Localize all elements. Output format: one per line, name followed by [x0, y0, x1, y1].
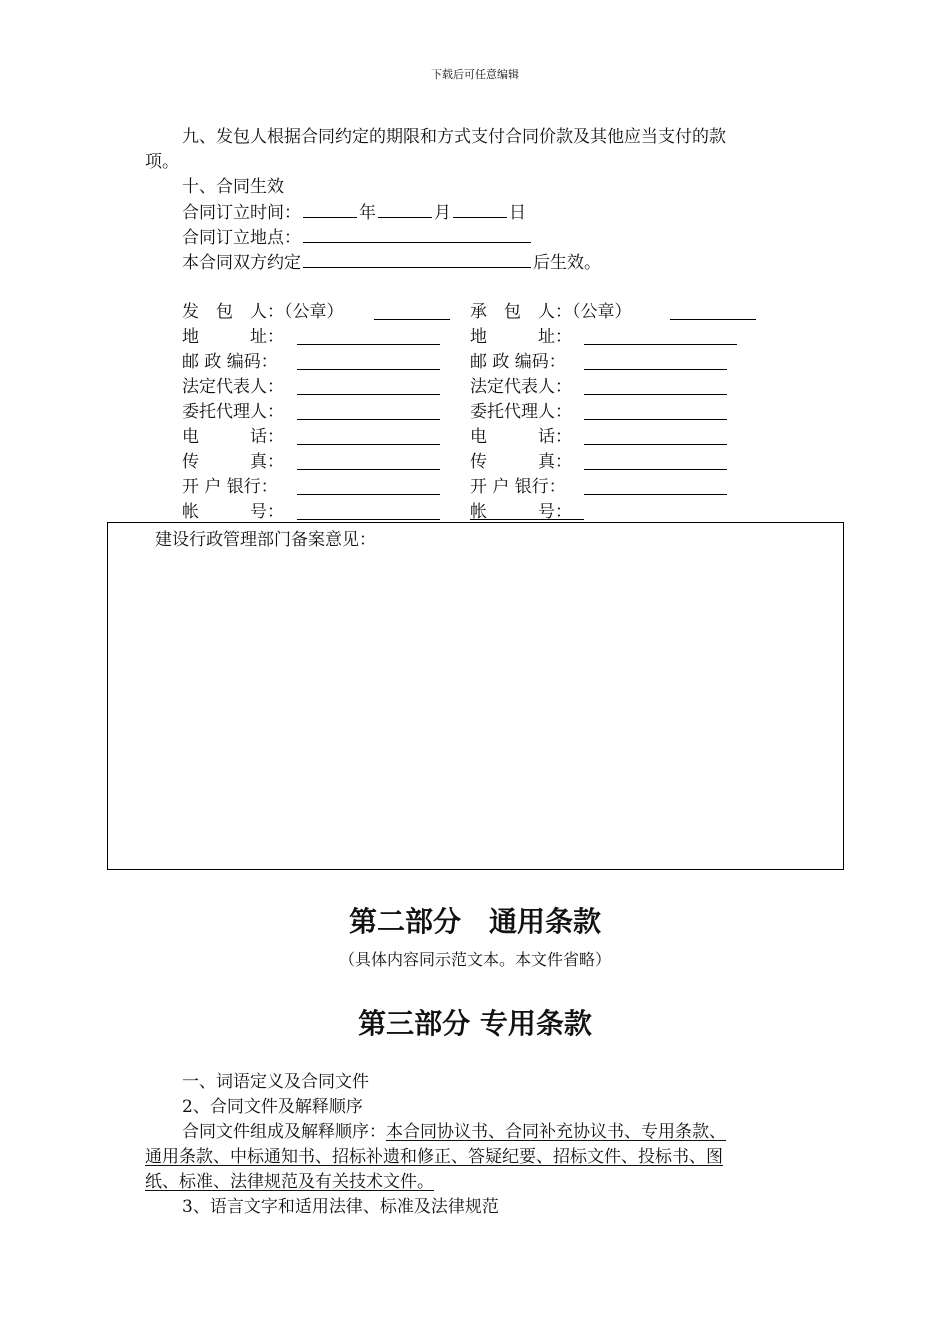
contractor-legal-rep-field[interactable] [584, 394, 727, 395]
employer-account-label: 帐 号： [182, 502, 284, 522]
month-field[interactable] [378, 201, 432, 218]
contractor-fax-field[interactable] [584, 469, 727, 470]
clause-10-title: 十、合同生效 [182, 177, 284, 197]
month-label: 月 [434, 203, 451, 223]
part3-title: 第三部分 专用条款 [358, 1007, 592, 1040]
sign-place-row [182, 226, 533, 249]
docs-order-label: 合同文件组成及解释顺序： [182, 1122, 386, 1142]
year-field[interactable] [303, 201, 357, 218]
sign-time-label: 合同订立时间： [182, 203, 301, 223]
contractor-agent-field[interactable] [584, 419, 727, 420]
employer-phone-label: 电 话： [182, 427, 284, 447]
filing-opinion-label: 建设行政管理部门备案意见： [155, 530, 376, 550]
contractor-fax-label: 传 真： [470, 452, 572, 472]
contractor-legal-rep-label: 法定代表人： [470, 377, 572, 397]
employer-fax-label: 传 真： [182, 452, 284, 472]
contractor-phone-field[interactable] [584, 444, 727, 445]
employer-address-field[interactable] [297, 344, 440, 345]
employer-legal-rep-label: 法定代表人： [182, 377, 284, 397]
clause-9-line1: 九、发包人根据合同约定的期限和方式支付合同价款及其他应当支付的款 [182, 127, 726, 147]
section-1-2-title: 2、合同文件及解释顺序 [182, 1097, 363, 1117]
employer-postcode-label: 邮 政 编码： [182, 352, 278, 372]
contractor-party-label: 承 包 人：（公章） [470, 302, 632, 322]
employer-seal-field[interactable] [374, 319, 450, 320]
employer-agent-label: 委托代理人： [182, 402, 284, 422]
employer-bank-label: 开 户 银行： [182, 477, 278, 497]
page-header: 下载后可任意编辑 [431, 68, 519, 81]
sign-time-row [182, 201, 526, 224]
contractor-postcode-field[interactable] [584, 369, 727, 370]
effective-prefix: 本合同双方约定 [182, 253, 301, 273]
contractor-address-label: 地 址： [470, 327, 572, 347]
contractor-bank-label: 开 户 银行： [470, 477, 566, 497]
employer-address-label: 地 址： [182, 327, 284, 347]
employer-fax-field[interactable] [297, 469, 440, 470]
sign-place-label: 合同订立地点： [182, 228, 301, 248]
part2-note: （具体内容同示范文本。本文件省略） [338, 950, 611, 969]
contractor-postcode-label: 邮 政 编码： [470, 352, 566, 372]
docs-order-line1 [182, 1121, 726, 1143]
docs-order-value-3: 纸、标准、法律规范及有关技术文件。 [145, 1172, 434, 1192]
employer-postcode-field[interactable] [297, 369, 440, 370]
employer-legal-rep-field[interactable] [297, 394, 440, 395]
employer-bank-field[interactable] [297, 494, 440, 495]
effective-condition-field[interactable] [303, 251, 531, 268]
sign-place-field[interactable] [303, 226, 531, 243]
effective-suffix: 后生效。 [533, 253, 601, 273]
contractor-bank-field[interactable] [584, 494, 727, 495]
filing-opinion-box[interactable] [107, 522, 844, 870]
contractor-account-label: 帐 号： [470, 502, 572, 522]
contractor-agent-label: 委托代理人： [470, 402, 572, 422]
effective-row [182, 251, 601, 274]
contractor-seal-field[interactable] [670, 319, 756, 320]
year-label: 年 [359, 203, 376, 223]
employer-phone-field[interactable] [297, 444, 440, 445]
docs-order-value-2: 通用条款、中标通知书、招标补遗和修正、答疑纪要、招标文件、投标书、图 [145, 1147, 723, 1167]
employer-agent-field[interactable] [297, 419, 440, 420]
docs-order-value-1: 本合同协议书、合同补充协议书、专用条款、 [386, 1122, 726, 1142]
part2-title: 第二部分 通用条款 [348, 905, 601, 938]
contractor-address-field[interactable] [584, 344, 737, 345]
contractor-account-field[interactable] [470, 519, 584, 520]
contractor-phone-label: 电 话： [470, 427, 572, 447]
day-field[interactable] [453, 201, 507, 218]
employer-party-label: 发 包 人：（公章） [182, 302, 344, 322]
clause-9-line2: 项。 [145, 152, 179, 172]
section-1-3-title: 3、语言文字和适用法律、标准及法律规范 [182, 1197, 499, 1217]
section-1-title: 一、词语定义及合同文件 [182, 1072, 369, 1092]
employer-account-field[interactable] [297, 519, 440, 520]
day-label: 日 [509, 203, 526, 223]
